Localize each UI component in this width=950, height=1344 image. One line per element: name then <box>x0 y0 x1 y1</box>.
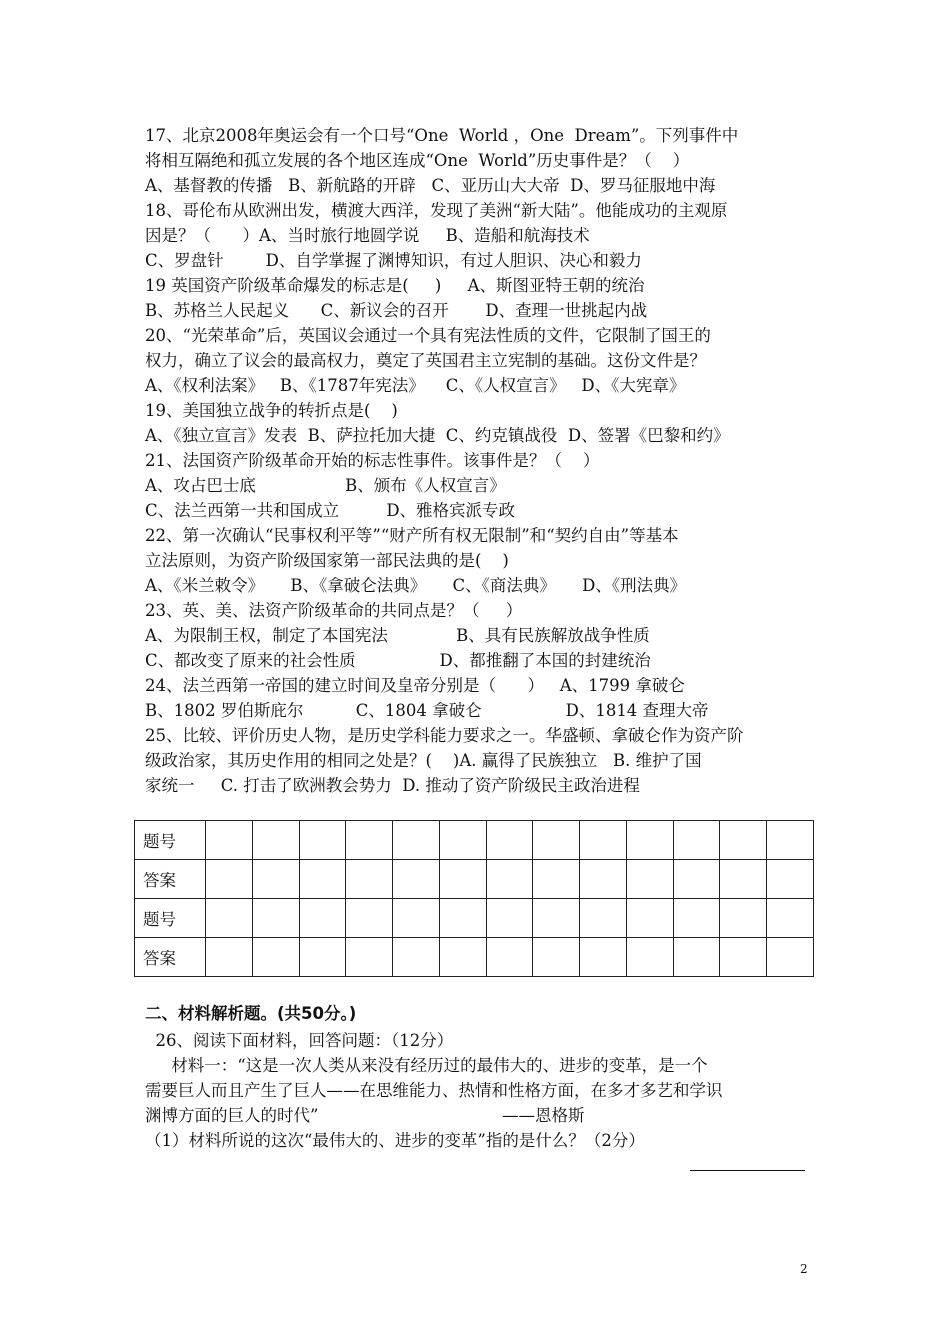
question-line: 因是？（ ）A、当时旅行地圆学说 B、造船和航海技术 <box>145 226 590 245</box>
question-line: 23、英、美、法资产阶级革命的共同点是？（ ） <box>145 601 523 620</box>
question-line: A、《独立宣言》发表 B、萨拉托加大捷 C、约克镇战役 D、签署《巴黎和约》 <box>145 426 730 445</box>
row-label: 答案 <box>135 860 206 899</box>
answer-cell[interactable] <box>252 938 299 977</box>
answer-cell[interactable] <box>206 821 253 860</box>
answer-table-row <box>135 821 814 860</box>
questions-block <box>145 123 815 798</box>
material-line: 26、阅读下面材料，回答问题：（12分） <box>145 1031 454 1050</box>
question-line: C、罗盘针 D、自学掌握了渊博知识，有过人胆识、决心和毅力 <box>145 251 642 270</box>
question-line: B、1802 罗伯斯庇尔 C、1804 拿破仑 D、1814 查理大帝 <box>145 701 709 720</box>
answer-cell[interactable] <box>626 938 673 977</box>
answer-cell[interactable] <box>439 938 486 977</box>
answer-cell[interactable] <box>720 821 767 860</box>
answer-cell[interactable] <box>767 860 814 899</box>
answer-cell[interactable] <box>299 821 346 860</box>
answer-cell[interactable] <box>299 899 346 938</box>
answer-cell[interactable] <box>486 821 533 860</box>
question-line: 级政治家，其历史作用的相同之处是？( )A. 赢得了民族独立 B. 维护了国 <box>145 751 702 770</box>
question-line: 将相互隔绝和孤立发展的各个地区连成“One World”历史事件是？（ ） <box>145 151 690 170</box>
answer-cell[interactable] <box>346 899 393 938</box>
answer-table-row <box>135 899 814 938</box>
question-line: A、为限制王权，制定了本国宪法 B、具有民族解放战争性质 <box>145 626 650 645</box>
answer-cell[interactable] <box>486 899 533 938</box>
answer-cell[interactable] <box>393 938 440 977</box>
answer-table <box>134 820 814 977</box>
question-line: A、攻占巴士底 B、颁布《人权宣言》 <box>145 476 506 495</box>
answer-cell[interactable] <box>393 821 440 860</box>
material-line: 渊博方面的巨人的时代” ——恩格斯 <box>145 1106 585 1125</box>
answer-table-row <box>135 938 814 977</box>
answer-cell[interactable] <box>439 821 486 860</box>
answer-cell[interactable] <box>346 860 393 899</box>
answer-cell[interactable] <box>767 899 814 938</box>
page-number: 2 <box>800 1262 808 1276</box>
answer-cell[interactable] <box>673 899 720 938</box>
material-line: 需要巨人而且产生了巨人——在思维能力、热情和性格方面，在多才多艺和学识 <box>145 1081 723 1100</box>
answer-cell[interactable] <box>533 860 580 899</box>
answer-cell[interactable] <box>580 860 627 899</box>
question-line: A、《米兰敕令》 B、《拿破仑法典》 C、《商法典》 D、《刑法典》 <box>145 576 687 595</box>
answer-cell[interactable] <box>393 860 440 899</box>
question-line: 18、哥伦布从欧洲出发，横渡大西洋，发现了美洲“新大陆”。他能成功的主观原 <box>145 201 728 220</box>
answer-cell[interactable] <box>673 938 720 977</box>
answer-cell[interactable] <box>626 860 673 899</box>
question-line: 21、法国资产阶级革命开始的标志性事件。该事件是？（ ） <box>145 451 600 470</box>
answer-cell[interactable] <box>206 860 253 899</box>
question-line: 家统一 C. 打击了欧洲教会势力 D. 推动了资产阶级民主政治进程 <box>145 776 640 795</box>
question-line: 19 英国资产阶级革命爆发的标志是( ) A、斯图亚特王朝的统治 <box>145 276 645 295</box>
question-line: C、都改变了原来的社会性质 D、都推翻了本国的封建统治 <box>145 651 651 670</box>
answer-table-row <box>135 860 814 899</box>
question-line: 22、第一次确认“民事权利平等”“财产所有权无限制”和“契约自由”等基本 <box>145 526 679 545</box>
row-label: 题号 <box>135 899 206 938</box>
answer-cell[interactable] <box>299 860 346 899</box>
answer-cell[interactable] <box>720 860 767 899</box>
answer-cell[interactable] <box>439 860 486 899</box>
row-label: 题号 <box>135 821 206 860</box>
answer-cell[interactable] <box>580 938 627 977</box>
answer-cell[interactable] <box>673 821 720 860</box>
question-line: 19、美国独立战争的转折点是( ) <box>145 401 398 420</box>
question-line: 17、北京2008年奥运会有一个口号“One World ，One Dream”。下列事件中 <box>145 126 739 145</box>
section2-block <box>145 1028 815 1153</box>
answer-cell[interactable] <box>533 899 580 938</box>
answer-cell[interactable] <box>626 821 673 860</box>
material-line: （1）材料所说的这次“最伟大的、进步的变革”指的是什么？（2分） <box>145 1131 645 1150</box>
answer-cell[interactable] <box>439 899 486 938</box>
question-line: A、《权利法案》 B、《1787年宪法》 C、《人权宣言》 D、《大宪章》 <box>145 376 686 395</box>
answer-cell[interactable] <box>393 899 440 938</box>
answer-cell[interactable] <box>673 860 720 899</box>
answer-cell[interactable] <box>346 938 393 977</box>
question-line: 20、“光荣革命”后，英国议会通过一个具有宪法性质的文件，它限制了国王的 <box>145 326 711 345</box>
answer-cell[interactable] <box>299 938 346 977</box>
answer-cell[interactable] <box>767 821 814 860</box>
row-label: 答案 <box>135 938 206 977</box>
section-title: 二、材料解析题。(共50分。) <box>145 1004 357 1023</box>
answer-cell[interactable] <box>206 899 253 938</box>
answer-cell[interactable] <box>580 899 627 938</box>
question-line: 25、比较、评价历史人物，是历史学科能力要求之一。华盛顿、拿破仑作为资产阶 <box>145 726 744 745</box>
answer-blank-line <box>690 1170 805 1171</box>
answer-cell[interactable] <box>486 860 533 899</box>
answer-cell[interactable] <box>346 821 393 860</box>
answer-cell[interactable] <box>767 938 814 977</box>
question-line: A、基督教的传播 B、新航路的开辟 C、亚历山大大帝 D、罗马征服地中海 <box>145 176 716 195</box>
question-line: 立法原则，为资产阶级国家第一部民法典的是( ) <box>145 551 509 570</box>
question-line: C、法兰西第一共和国成立 D、雅格宾派专政 <box>145 501 516 520</box>
question-line: 权力，确立了议会的最高权力，奠定了英国君主立宪制的基础。这份文件是？ <box>145 351 706 370</box>
answer-cell[interactable] <box>206 938 253 977</box>
question-line: 24、法兰西第一帝国的建立时间及皇帝分别是（ ） A、1799 拿破仑 <box>145 676 685 695</box>
answer-cell[interactable] <box>533 821 580 860</box>
answer-cell[interactable] <box>486 938 533 977</box>
answer-cell[interactable] <box>252 899 299 938</box>
material-line: 材料一：“这是一次人类从来没有经历过的最伟大的、进步的变革，是一个 <box>145 1056 708 1075</box>
answer-cell[interactable] <box>252 860 299 899</box>
answer-cell[interactable] <box>533 938 580 977</box>
answer-cell[interactable] <box>720 899 767 938</box>
answer-cell[interactable] <box>252 821 299 860</box>
question-line: B、苏格兰人民起义 C、新议会的召开 D、查理一世挑起内战 <box>145 301 648 320</box>
answer-cell[interactable] <box>720 938 767 977</box>
answer-cell[interactable] <box>580 821 627 860</box>
answer-cell[interactable] <box>626 899 673 938</box>
